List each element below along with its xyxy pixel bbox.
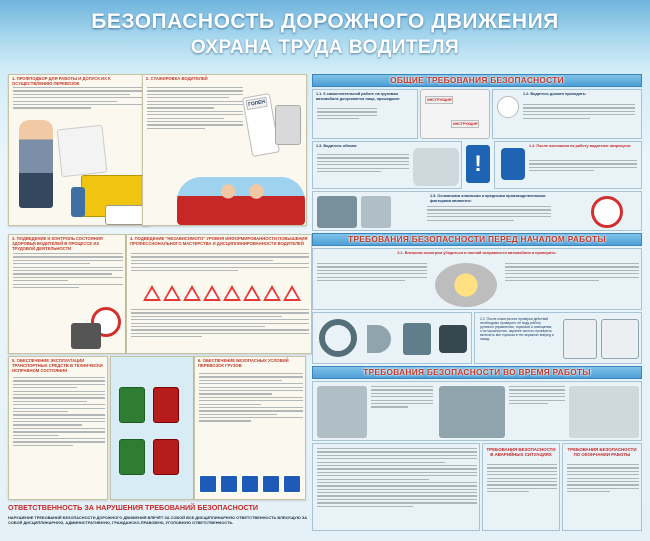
- cargo-truck-illustration: [439, 386, 505, 438]
- during-work-left-text: [371, 386, 433, 410]
- car-with-driver-and-instructor: [177, 177, 305, 225]
- after-work-title: ТРЕБОВАНИЯ БЕЗОПАСНОСТИ ПО ОКОНЧАНИИ РАБОТЫ: [567, 447, 637, 458]
- section-2-title: 2. СТАЖИРОВКА ВОДИТЕЛЕЙ: [146, 76, 208, 81]
- documents-card: [110, 356, 194, 500]
- mandatory-sign-3: [241, 475, 259, 493]
- item-1-1-text: [317, 108, 377, 122]
- headlight-check-illustration: [435, 263, 497, 307]
- hazard-symbol-illustration: [361, 196, 391, 228]
- section-6-text: [199, 373, 303, 424]
- during-work-rules-text: [317, 448, 477, 509]
- section-2-card: [142, 74, 307, 226]
- red-truck-illustration: [601, 319, 639, 359]
- section-5-card: [8, 356, 108, 500]
- item-1-1-panel: [312, 89, 418, 139]
- poster-subtitle: ОХРАНА ТРУДА ВОДИТЕЛЯ: [190, 37, 460, 58]
- horn-icon: [367, 325, 391, 353]
- poster-title: БЕЗОПАСНОСТЬ ДОРОЖНОГО ДВИЖЕНИЯ: [91, 10, 559, 33]
- during-work-band: ТРЕБОВАНИЯ БЕЗОПАСНОСТИ ВО ВРЕМЯ РАБОТЫ: [312, 366, 642, 379]
- steering-wheel-icon: [319, 319, 357, 357]
- section-1-text: [13, 87, 143, 111]
- item-2-2-panel: [474, 312, 642, 364]
- section-3-card: [8, 234, 126, 354]
- phone-prohibited-icon: [501, 148, 525, 180]
- mandatory-sign-4: [262, 475, 280, 493]
- brake-pedal-icon: [403, 323, 431, 355]
- instruction-label-2: ИНСТРУКЦИЯ: [453, 122, 478, 126]
- before-work-band: ТРЕБОВАНИЯ БЕЗОПАСНОСТИ ПЕРЕД НАЧАЛОМ РАБОТЫ: [312, 233, 642, 246]
- warning-sign-8: [283, 285, 301, 301]
- section-6-card: [194, 356, 306, 500]
- section-5-title: 5. ОБЕСПЕЧЕНИЕ ЭКСПЛУАТАЦИИ ТРАНСПОРТНЫХ СРЕДСТВ В ТЕХНИЧЕСКИ ИСПРАВНОМ СОСТОЯНИИ: [12, 358, 103, 373]
- mandatory-sign-2: [220, 475, 238, 493]
- mandatory-signs-row: [199, 475, 303, 495]
- tow-hook-illustration: [569, 386, 639, 438]
- emergency-title: ТРЕБОВАНИЯ БЕЗОПАСНОСТИ В АВАРИЙНЫХ СИТУАЦИЯХ: [486, 447, 556, 458]
- white-truck-illustration: [563, 319, 597, 359]
- warning-sign-1: [143, 285, 161, 301]
- emergency-text: [487, 464, 557, 495]
- tools-panel: [312, 312, 472, 364]
- section-1-title: 1. ПРОФПОДБОР ДЛЯ РАБОТЫ И ДОПУСК ИХ К ОСУЩЕСТВЛЕНИЮ ПЕРЕВОЗОК: [12, 76, 111, 86]
- section-4-title: 4. ПОДВЕДЕНИЕ "НЕЗАВИСИМОГО" УРОВНЯ ИНФОРМИРОВАННОСТИ ПОВЫШЕНИЯ ПРОФЕССИОНАЛЬНОГО МАСТЕРСТВА И ДИСЦИПЛИНИРОВАННОСТИ ВОДИТЕЛЕЙ: [130, 236, 308, 246]
- warning-sign-7: [263, 285, 281, 301]
- item-2-1-left-text: [317, 263, 427, 283]
- instruction-label-1: ИНСТРУКЦИЯ: [427, 98, 452, 102]
- after-work-text: [567, 464, 639, 495]
- item-2-1-panel: [312, 248, 642, 310]
- general-requirements-band: ОБЩИЕ ТРЕБОВАНИЯ БЕЗОПАСНОСТИ: [312, 74, 642, 87]
- item-1-5-text: [427, 206, 551, 223]
- responsibility-text: НАРУШЕНИЕ ТРЕБОВАНИЙ БЕЗОПАСНОСТИ ДОРОЖНОГО ДВИЖЕНИЯ ВЛЕЧЁТ ЗА СОБОЙ ВСЕ ДИСЦИПЛИНАРНУЮ ОТВЕТСТВЕННОСТЬ ВЛЕКУЩУЮ ЗА СОБОЙ ДИСЦИПЛИНАРНУЮ, АДМИНИСТРАТИВНУЮ, ГРАЖДАНСКО-ПРАВОВУЮ, УГОЛОВНУЮ ОТВЕТСТВЕННОСТЬ.: [8, 515, 308, 525]
- hand-with-bottle-illustration: [71, 323, 101, 349]
- driver-at-wheel-illustration: [413, 148, 459, 186]
- warning-sign-4: [203, 285, 221, 301]
- mandatory-sign-1: [199, 475, 217, 493]
- item-1-4-title: 1.4. После окончания на работу водителю запрещено:: [529, 144, 632, 148]
- emergency-panel: [482, 443, 560, 531]
- section-6-title: 6. ОБЕСПЕЧЕНИЕ БЕЗОПАСНЫХ УСЛОВИЙ ПЕРЕВОЗОК ГРУЗОВ: [198, 358, 289, 368]
- item-1-2-text: [523, 104, 635, 121]
- item-1-1-title: 1.1. К самостоятельной работе на грузовом автомобиле допускаются лица, прошедшие:: [316, 92, 401, 101]
- section-4-card: [126, 234, 312, 354]
- warning-sign-5: [223, 285, 241, 301]
- exclamation-warning-icon: !: [466, 145, 490, 183]
- item-1-4-panel: [494, 141, 642, 189]
- insurance-document-icon: [153, 439, 179, 475]
- item-1-3-title: 1.3. Водитель обязан:: [316, 144, 358, 148]
- warning-sign-6: [243, 285, 261, 301]
- during-work-text-panel: [312, 443, 480, 531]
- section-4-text: [131, 253, 309, 273]
- warning-sign-3: [183, 285, 201, 301]
- passport-document-icon: [119, 387, 145, 423]
- section-3-text: [13, 253, 123, 290]
- mandatory-sign-5: [283, 475, 301, 493]
- person-illustration: [19, 120, 53, 208]
- no-entry-person-sign: [591, 196, 623, 228]
- item-1-2-title: 1.2. Водитель должен проходить:: [523, 92, 587, 96]
- responsibility-title: ОТВЕТСТВЕННОСТЬ ЗА НАРУШЕНИЯ ТРЕБОВАНИЙ БЕЗОПАСНОСТИ: [8, 503, 259, 512]
- section-1-card: [8, 74, 150, 226]
- item-2-2-text: 2.2. После осмотра или проверки действий необходимо проверить не воду работу рулевого управления, тормозов и освещения, с осторожностью, заранее чистого проверить включить все тормоза в тех зеркалах вперед и назад.: [480, 317, 554, 342]
- item-1-5-title: 1.5. Основными опасными и вредными производственными факторами являются:: [430, 194, 546, 203]
- item-1-3-text: [317, 154, 409, 174]
- item-2-1-right-text: [505, 263, 639, 283]
- section-4-text-lower: [131, 309, 309, 340]
- section-2-text: [147, 87, 243, 131]
- book-illustration: [275, 105, 301, 145]
- truck-cab-illustration: [71, 187, 85, 217]
- waybill-document-icon: [119, 439, 145, 475]
- driver-seatbelt-illustration: [317, 386, 367, 438]
- rulebook-label: ГОЛЕН: [245, 97, 267, 110]
- instruction-documents-illustration: [420, 89, 490, 139]
- warning-sign-2: [163, 285, 181, 301]
- item-1-5-panel: [312, 191, 642, 231]
- item-1-3-panel: [312, 141, 462, 189]
- doctor-icon: [497, 96, 519, 118]
- section-5-text: [13, 377, 105, 448]
- during-work-top-panel: [312, 381, 642, 441]
- document-stack-illustration: [57, 125, 108, 178]
- item-2-1-title: 2.1. Внешним осмотром убедиться в полной исправности автомобиля и проверить:: [397, 251, 557, 255]
- item-1-2-panel: [492, 89, 642, 139]
- during-work-mid-text: [509, 386, 565, 406]
- license-document-icon: [153, 387, 179, 423]
- mirror-icon: [439, 325, 467, 353]
- medical-document-illustration: [105, 205, 145, 225]
- section-3-title: 3. ПОДВЕДЕНИЕ И КОНТРОЛЬ СОСТОЯНИЯ ЗДОРОВЬЯ ВОДИТЕЛЕЙ В ПРОЦЕССЕ ИХ ТРУДОВОЙ ДЕЯТЕЛЬНОСТИ: [12, 236, 103, 251]
- engine-illustration: [317, 196, 357, 228]
- warning-signs-row: [143, 285, 303, 305]
- item-1-4-text: [529, 160, 637, 174]
- after-work-panel: [562, 443, 642, 531]
